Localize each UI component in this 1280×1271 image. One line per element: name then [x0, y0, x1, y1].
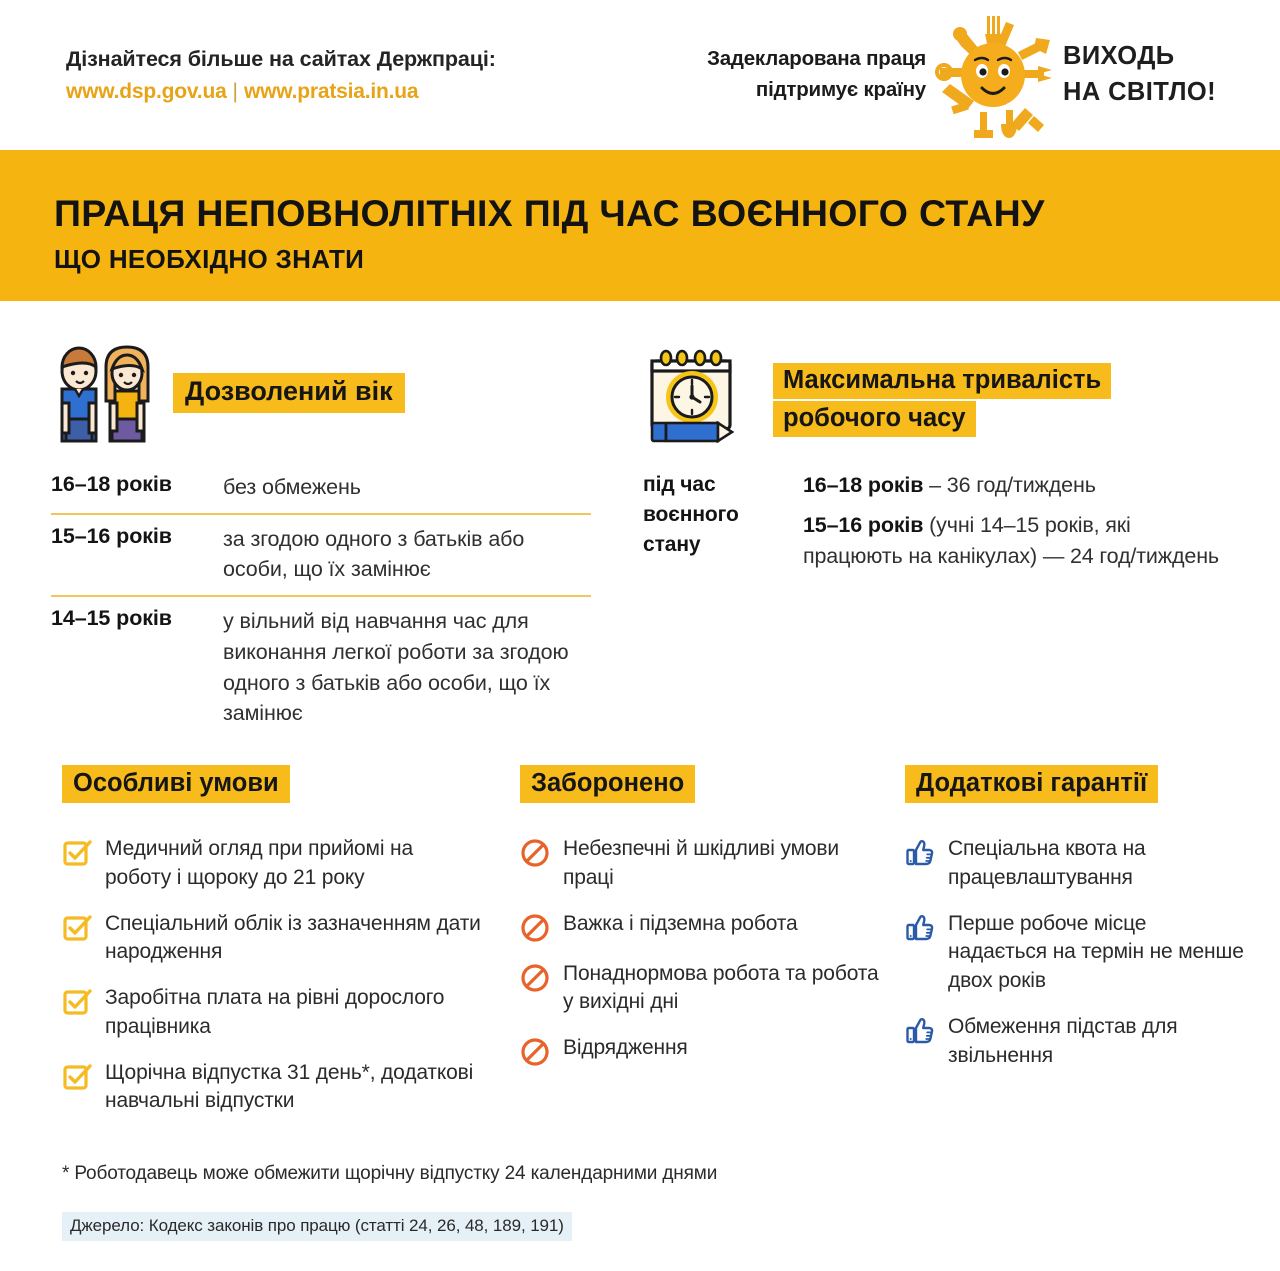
campaign-slogan-line2: НА СВІТЛО!	[1063, 78, 1216, 107]
hours-value: – 36 год/тиждень	[923, 473, 1096, 497]
allowed-age-heading-wrap	[173, 373, 405, 413]
age-condition: у вільний від навчання час для виконання легкої роботи за згодою одного з батьків або особи, що їх замінює	[223, 609, 569, 726]
page-title: ПРАЦЯ НЕПОВНОЛІТНІХ ПІД ЧАС ВОЄННОГО СТАНУ	[54, 192, 1045, 234]
list-item-text: Перше робоче місце надається на термін не менше двох років	[948, 911, 1244, 993]
hours-age-label: 15–16 років	[803, 513, 924, 538]
campaign-tagline-line1: Задекларована праця	[707, 47, 926, 70]
table-row	[51, 513, 591, 595]
prohibition-icon	[520, 1037, 550, 1067]
special-conditions-heading-wrap	[62, 765, 482, 803]
list-item	[520, 960, 880, 1018]
thumbs-up-icon	[905, 1016, 935, 1046]
link-separator: |	[232, 79, 239, 103]
list-item	[62, 835, 482, 893]
two-teenagers-icon	[48, 345, 160, 445]
top-bar	[0, 0, 1280, 150]
list-item-text: Спеціальна квота на працевлаштування	[948, 837, 1146, 889]
hours-value: (учні 14–15 років, які працюють на канікулах) — 24 год/тиждень	[803, 513, 1219, 569]
list-item-text: Відрядження	[563, 1036, 688, 1060]
list-item-text: Спеціальний облік із зазначенням дати народження	[105, 911, 481, 964]
thumbs-up-icon	[905, 838, 935, 868]
list-item-text: Небезпечні й шкідливі умови праці	[563, 837, 840, 889]
list-item	[520, 835, 880, 893]
checkbox-checked-icon	[62, 913, 92, 943]
campaign-slogan	[1063, 38, 1216, 110]
link-pratsia-in-ua[interactable]: www.pratsia.in.ua	[244, 79, 419, 103]
age-condition: без обмежень	[223, 475, 361, 499]
special-conditions-column	[62, 765, 482, 1133]
prohibited-list	[520, 835, 880, 1067]
list-item-text: Важка і підземна робота	[563, 911, 798, 935]
table-row	[51, 463, 591, 513]
campaign-slogan-line1: ВИХОДЬ	[1063, 42, 1175, 70]
prohibited-column	[520, 765, 880, 1084]
calendar-clock-pencil-icon	[640, 347, 746, 449]
footnote-text: * Роботодавець може обмежити щорічну відпустку 24 календарними днями	[62, 1163, 718, 1184]
checkbox-checked-icon	[62, 987, 92, 1017]
allowed-age-heading: Дозволений вік	[173, 373, 405, 413]
prohibited-heading-wrap	[520, 765, 880, 803]
list-item-text: Заробітна плата на рівні дорослого працівника	[105, 986, 445, 1038]
additional-guarantees-heading-wrap	[905, 765, 1245, 803]
list-item-text: Понаднормова робота та робота у вихідні дні	[563, 961, 879, 1014]
campaign-tagline-line2: підтримує країну	[755, 77, 926, 101]
list-item	[905, 910, 1245, 996]
list-item	[803, 510, 1223, 572]
age-label: 16–18 років	[51, 472, 172, 496]
special-conditions-heading: Особливі умови	[62, 765, 290, 803]
max-hours-list	[803, 470, 1223, 582]
age-label: 15–16 років	[51, 523, 172, 548]
max-hours-context: під час воєнного стану	[643, 473, 739, 556]
max-hours-heading-line2: робочого часу	[773, 401, 976, 437]
websites-links	[66, 80, 546, 104]
max-hours-heading-wrap	[773, 363, 1223, 437]
checkbox-checked-icon	[62, 838, 92, 868]
prohibition-icon	[520, 913, 550, 943]
list-item	[62, 910, 482, 968]
list-item-text: Обмеження підстав для звільнення	[948, 1014, 1178, 1067]
age-condition: за згодою одного з батьків або особи, що їх замінює	[223, 526, 525, 582]
additional-guarantees-heading: Додаткові гарантії	[905, 765, 1158, 803]
page-subtitle: ЩО НЕОБХІДНО ЗНАТИ	[54, 244, 365, 274]
websites-block	[66, 46, 546, 104]
checkbox-checked-icon	[62, 1062, 92, 1092]
special-conditions-list	[62, 835, 482, 1116]
list-item	[520, 1034, 880, 1067]
title-banner	[0, 150, 1280, 301]
source-text: Джерело: Кодекс законів про працю (статті 24, 26, 48, 189, 191)	[62, 1212, 572, 1241]
hours-age-label: 16–18 років	[803, 473, 924, 497]
allowed-age-table	[51, 463, 591, 739]
prohibition-icon	[520, 838, 550, 868]
additional-guarantees-column	[905, 765, 1245, 1087]
link-dsp-gov-ua[interactable]: www.dsp.gov.ua	[66, 79, 227, 103]
list-item	[905, 1013, 1245, 1071]
prohibited-heading: Заборонено	[520, 765, 695, 803]
list-item	[803, 470, 1223, 501]
list-item-text: Медичний огляд при прийомі на роботу і щороку до 21 року	[105, 837, 414, 889]
list-item	[62, 984, 482, 1042]
age-label: 14–15 років	[51, 606, 172, 631]
list-item-text: Щорічна відпустка 31 день*, додаткові навчальні відпустки	[105, 1060, 474, 1113]
list-item	[520, 910, 880, 943]
list-item	[62, 1059, 482, 1117]
thumbs-up-icon	[905, 913, 935, 943]
sun-mascot-icon	[930, 12, 1058, 138]
list-item	[905, 835, 1245, 893]
websites-lead-text: Дізнайтеся більше на сайтах Держпраці:	[66, 47, 496, 71]
additional-guarantees-list	[905, 835, 1245, 1070]
table-row	[51, 595, 591, 739]
campaign-tagline	[626, 44, 926, 106]
max-hours-heading-line1: Максимальна тривалість	[773, 363, 1111, 399]
prohibition-icon	[520, 963, 550, 993]
